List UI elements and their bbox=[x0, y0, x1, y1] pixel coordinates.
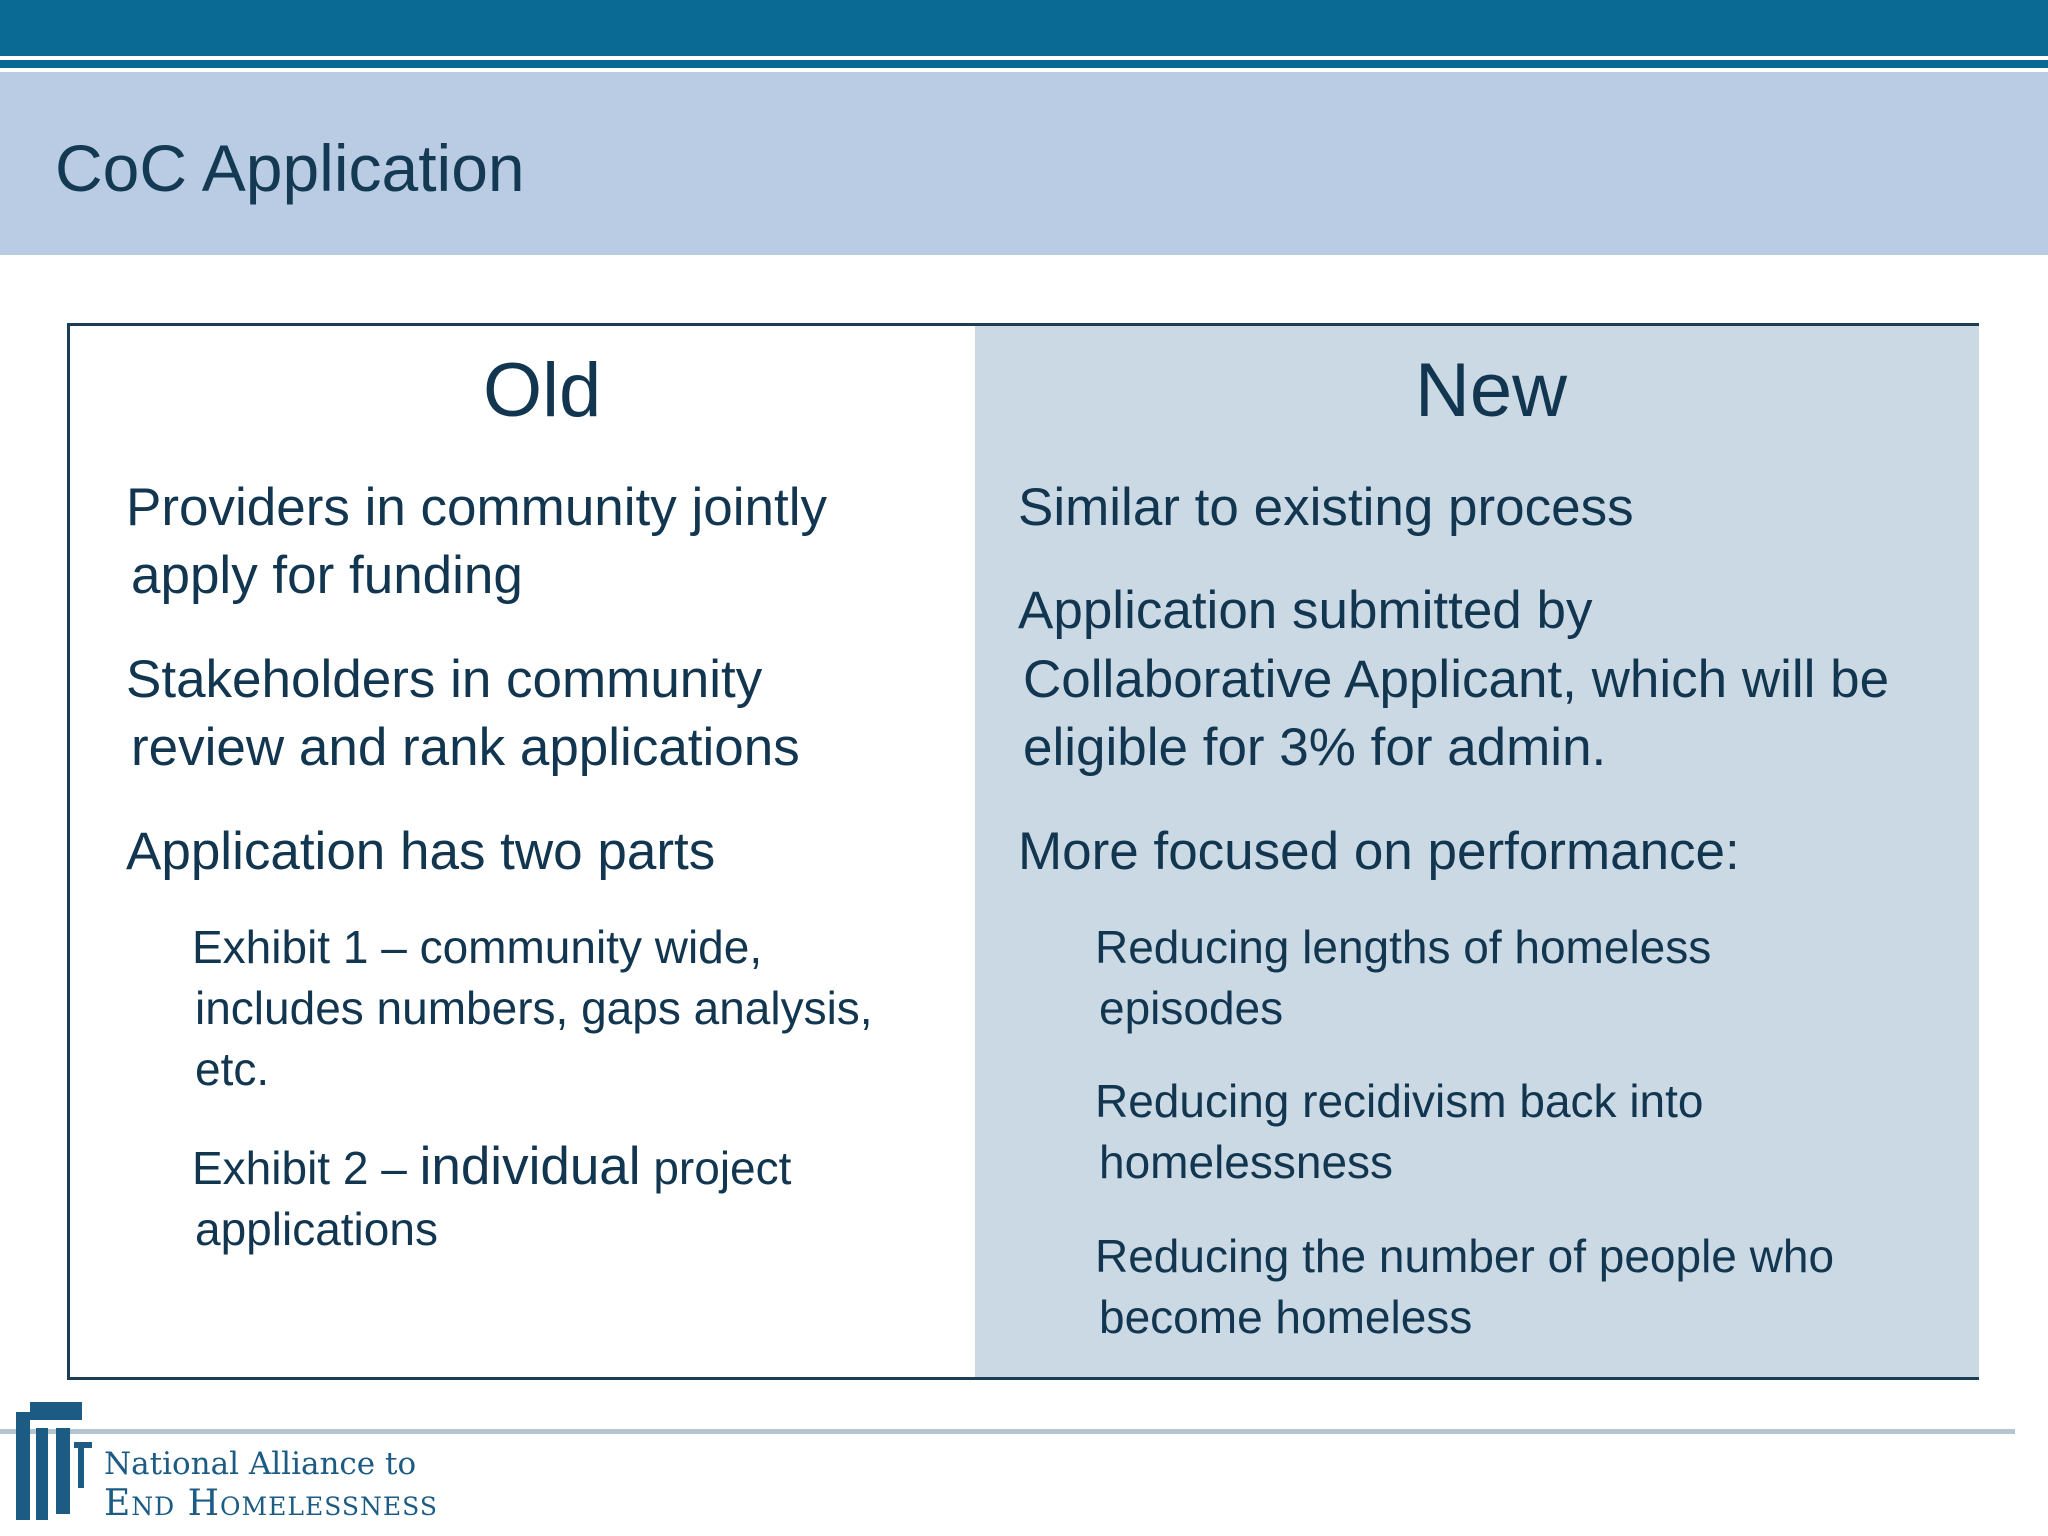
old-sub-bullet-1-line-3: etc. bbox=[195, 1043, 270, 1095]
footer-rule bbox=[0, 1429, 2015, 1434]
new-sub-bullet-2-line-2: homelessness bbox=[1099, 1136, 1394, 1188]
top-accent-line bbox=[0, 60, 2048, 68]
old-bullet-2-line-1: Stakeholders in community bbox=[126, 650, 763, 709]
comparison-table bbox=[67, 323, 1979, 1380]
old-sub-bullet-2-line-2: applications bbox=[195, 1203, 438, 1255]
old-sub-bullet-2-emphasis: individual bbox=[419, 1137, 641, 1196]
old-sub-bullet-2-line-1 bbox=[192, 1136, 791, 1199]
old-sub-bullet-2-prefix: Exhibit 2 – bbox=[192, 1142, 420, 1194]
new-bullet-2-line-3: eligible for 3% for admin. bbox=[1023, 718, 1607, 777]
new-bullet-2-line-1: Application submitted by bbox=[1018, 581, 1593, 640]
logo-text-line-2: End Homelessness bbox=[104, 1483, 438, 1524]
new-sub-bullet-1-line-1: Reducing lengths of homeless bbox=[1095, 921, 1712, 973]
old-sub-bullet-1-line-2: includes numbers, gaps analysis, bbox=[195, 982, 873, 1034]
top-accent-bar bbox=[0, 0, 2048, 56]
old-sub-bullet-2-suffix: project bbox=[640, 1142, 792, 1194]
old-column-heading: Old bbox=[483, 348, 602, 433]
building-logo-icon bbox=[16, 1402, 96, 1520]
slide-title: CoC Application bbox=[55, 131, 525, 205]
old-bullet-1-line-2: apply for funding bbox=[131, 546, 523, 605]
new-bullet-2-line-2: Collaborative Applicant, which will be bbox=[1023, 650, 1890, 709]
old-bullet-2-line-2: review and rank applications bbox=[131, 718, 800, 777]
new-bullet-1-line-1: Similar to existing process bbox=[1018, 478, 1634, 537]
logo-text-line-1: National Alliance to bbox=[104, 1446, 417, 1482]
new-sub-bullet-3-line-2: become homeless bbox=[1099, 1291, 1473, 1343]
new-sub-bullet-2-line-1: Reducing recidivism back into bbox=[1095, 1075, 1704, 1127]
new-sub-bullet-3-line-1: Reducing the number of people who bbox=[1095, 1230, 1835, 1282]
new-sub-bullet-1-line-2: episodes bbox=[1099, 982, 1284, 1034]
new-column-heading: New bbox=[1415, 348, 1568, 433]
old-sub-bullet-1-line-1: Exhibit 1 – community wide, bbox=[192, 921, 763, 973]
new-bullet-3-line-1: More focused on performance: bbox=[1018, 822, 1740, 881]
old-bullet-3-line-1: Application has two parts bbox=[126, 822, 716, 881]
old-bullet-1-line-1: Providers in community jointly bbox=[126, 478, 828, 537]
